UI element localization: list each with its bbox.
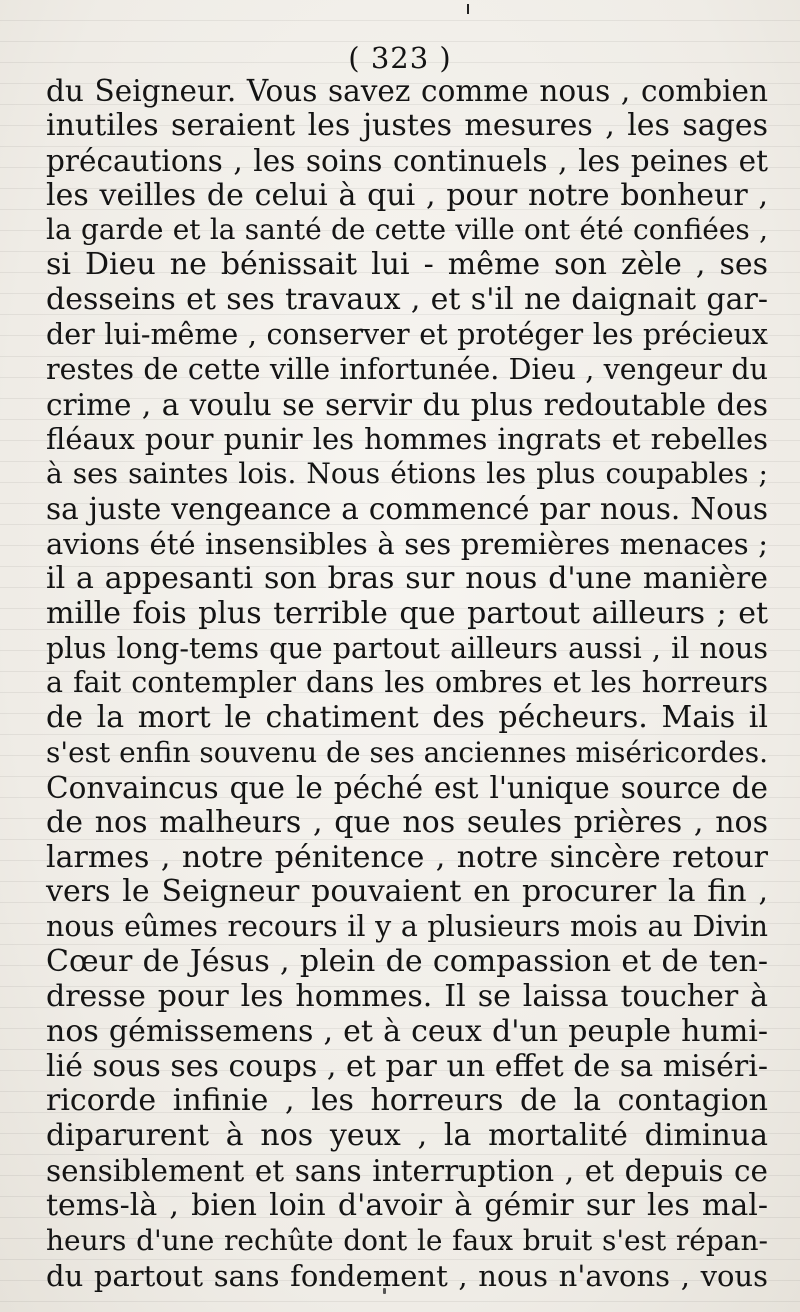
text-line-content: a fait contempler dans les ombres et les horreurs xyxy=(46,666,768,700)
text-line-content: diparurent à nos yeux , la mortalité diminua xyxy=(46,1118,768,1154)
text-line-content: ricorde infinie , les horreurs de la contagion xyxy=(46,1083,768,1119)
ink-mark xyxy=(467,4,469,14)
text-line xyxy=(46,910,768,945)
text-line xyxy=(46,980,768,1015)
text-line-content: crime , a voulu se servir du plus redoutable des xyxy=(46,387,768,422)
text-line xyxy=(46,283,768,318)
text-line xyxy=(46,1015,768,1050)
text-line xyxy=(46,179,768,214)
text-line-content: tems-là , bien loin d'avoir à gémir sur les mal- xyxy=(46,1188,768,1223)
text-line-content: plus long-tems que partout ailleurs aussi , il nous xyxy=(46,631,768,665)
page-number: ( 323 ) xyxy=(348,41,452,75)
text-line xyxy=(46,841,768,876)
text-line-content: nos gémissemens , et à ceux d'un peuple humi- xyxy=(46,1013,768,1049)
text-line xyxy=(46,771,768,806)
text-line-content: si Dieu ne bénissait lui - même son zèle , ses xyxy=(46,247,768,283)
text-line-content: la garde et la santé de cette ville ont été confiées , xyxy=(46,213,768,247)
text-line-content: Cœur de Jésus , plein de compassion et de ten- xyxy=(46,944,768,980)
text-line-content: mille fois plus terrible que partout ailleurs ; et xyxy=(46,595,768,631)
text-line xyxy=(46,666,768,701)
text-line xyxy=(46,1189,768,1224)
text-line-content: Convaincus que le péché est l'unique source de xyxy=(46,770,768,805)
text-line-content: der lui-même , conserver et protéger les précieux xyxy=(46,317,768,351)
text-line xyxy=(46,1259,768,1294)
text-line xyxy=(46,1119,768,1154)
text-line-content: nous eûmes recours il y a plusieurs mois au Divin xyxy=(46,910,768,944)
text-line xyxy=(46,109,768,144)
text-line-content: les veilles de celui à qui , pour notre bonheur , xyxy=(46,177,768,213)
text-line-content: restes de cette ville infortunée. Dieu , vengeur du xyxy=(46,352,768,386)
text-line-content: fléaux pour punir les hommes ingrats et rebelles xyxy=(46,422,768,457)
text-line xyxy=(46,248,768,283)
text-line xyxy=(46,562,768,597)
text-line-content: de la mort le chatiment des pécheurs. Mais il xyxy=(46,700,768,736)
text-line-content: du partout sans fondement , nous n'avons , vous xyxy=(46,1258,768,1293)
text-line xyxy=(46,1154,768,1189)
text-line xyxy=(46,736,768,771)
text-line xyxy=(46,875,768,910)
text-line xyxy=(46,1084,768,1119)
text-line xyxy=(46,597,768,632)
text-line xyxy=(46,457,768,492)
text-line xyxy=(46,945,768,980)
text-line xyxy=(46,701,768,736)
text-line-content: vers le Seigneur pouvaient en procurer la fin , xyxy=(46,874,768,910)
text-line xyxy=(46,388,768,423)
text-line xyxy=(46,632,768,667)
text-line xyxy=(46,213,768,248)
text-line-content: dresse pour les hommes. Il se laissa toucher à xyxy=(46,978,768,1014)
text-line-content: avions été insensibles à ses premières menaces ; xyxy=(46,526,768,561)
text-line-content: sensiblement et sans interruption , et depuis ce xyxy=(46,1154,768,1189)
text-line xyxy=(46,353,768,388)
text-line-content: larmes , notre pénitence , notre sincère retour xyxy=(46,839,768,875)
text-line-content: sa juste vengeance a commencé par nous. Nous xyxy=(46,492,768,527)
text-line-content: s'est enfin souvenu de ses anciennes miséricordes. xyxy=(46,736,768,770)
text-line-content: précautions , les soins continuels , les peines et xyxy=(46,143,768,178)
text-line-content: heurs d'une rechûte dont le faux bruit s'est répan- xyxy=(46,1223,768,1257)
text-line xyxy=(46,144,768,179)
text-line xyxy=(46,1224,768,1259)
text-line xyxy=(46,422,768,457)
text-line xyxy=(46,527,768,562)
text-line xyxy=(46,806,768,841)
text-line-content: lié sous ses coups , et par un effet de sa miséri- xyxy=(46,1048,768,1084)
text-line-content: inutiles seraient les justes mesures , les sages xyxy=(46,107,768,143)
text-line xyxy=(46,318,768,353)
text-line-content: du Seigneur. Vous savez comme nous , combien xyxy=(46,74,768,108)
text-line-content: à ses saintes lois. Nous étions les plus coupables ; xyxy=(46,457,768,491)
text-line xyxy=(46,1050,768,1085)
text-line-content: il a appesanti son bras sur nous d'une manière xyxy=(46,560,768,596)
text-line-content: de nos malheurs , que nos seules prières , nos xyxy=(46,804,768,840)
text-line-content: desseins et ses travaux , et s'il ne daignait gar- xyxy=(46,282,768,318)
body-text xyxy=(46,74,768,1294)
text-line xyxy=(46,74,768,109)
text-line xyxy=(46,492,768,527)
